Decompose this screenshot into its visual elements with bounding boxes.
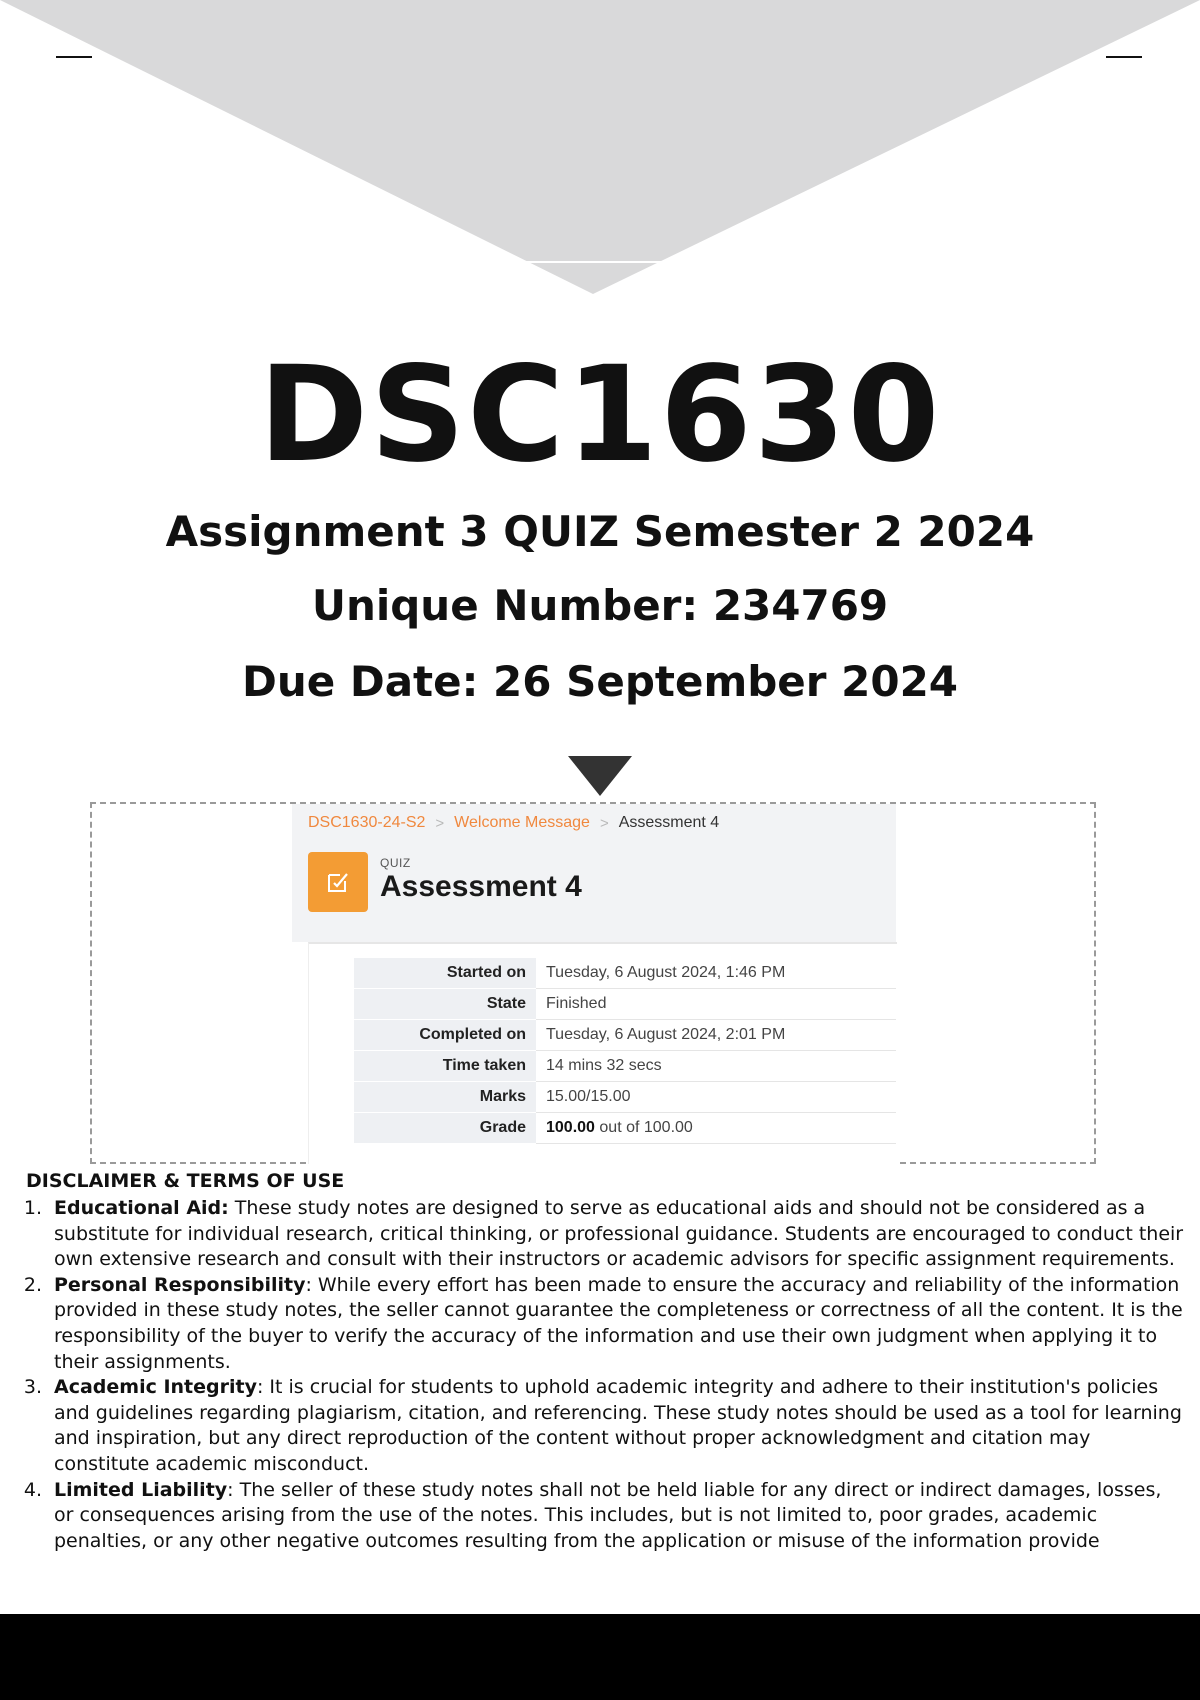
disclaimer-heading: DISCLAIMER & TERMS OF USE [26, 1170, 345, 1192]
item-title: Personal Responsibility [54, 1273, 306, 1296]
row-value: Tuesday, 6 August 2024, 1:46 PM [536, 958, 896, 989]
breadcrumb [308, 814, 719, 832]
attempt-summary-table [354, 958, 896, 1144]
list-item [16, 1196, 1186, 1273]
row-label: Marks [354, 1082, 536, 1113]
down-arrow-icon [568, 756, 632, 796]
row-label: Started on [354, 958, 536, 989]
table-row [354, 1082, 896, 1113]
module-type-label: QUIZ [380, 856, 411, 870]
row-value: Finished [536, 989, 896, 1020]
item-title: Academic Integrity [54, 1376, 257, 1399]
breadcrumb-section-link[interactable]: Welcome Message [454, 814, 590, 831]
item-number: 2. [23, 1273, 42, 1296]
quiz-title: Assessment 4 [380, 870, 582, 903]
row-value: 14 mins 32 secs [536, 1051, 896, 1082]
breadcrumb-course-link[interactable]: DSC1630-24-S2 [308, 814, 426, 831]
row-label: Grade [354, 1113, 536, 1144]
corner-rule-right [1106, 56, 1142, 58]
table-row [354, 958, 896, 989]
header-chevron-graphic [0, 0, 1200, 300]
row-value: Tuesday, 6 August 2024, 2:01 PM [536, 1020, 896, 1051]
item-title: Educational Aid: [54, 1197, 229, 1219]
course-code-title: DSC1630 [258, 338, 942, 492]
breadcrumb-current: Assessment 4 [618, 814, 720, 831]
quiz-result-screenshot [292, 804, 896, 1162]
item-number: 3. [23, 1376, 42, 1399]
breadcrumb-separator-icon: > [435, 814, 445, 832]
row-label: Completed on [354, 1020, 536, 1051]
table-row [354, 1020, 896, 1051]
quiz-header [292, 804, 896, 942]
disclaimer-list [16, 1196, 1186, 1554]
item-text: : It is crucial for students to uphold academic integrity and adhere to their institution's policies and guidelines regarding plagiarism, citation, and referencing. These study notes should be used as a tool for learning and inspiration, but any direct reproduction of the content without proper acknowledgment and citation may constitute academic misconduct. [54, 1376, 1182, 1475]
row-label: State [354, 989, 536, 1020]
item-text: These study notes are designed to serve as educational aids and should not be considered as a substitute for individual research, critical thinking, or professional guidance. Students are encouraged to conduct their own extensive research and consult with their instructors or academic advisors for specific assignment requirements. [54, 1197, 1184, 1271]
list-item [16, 1375, 1186, 1477]
footer-bar [0, 1614, 1200, 1700]
item-text: : While every effort has been made to ensure the accuracy and reliability of the information provided in these study notes, the seller cannot guarantee the completeness or correctness of all the content. It is the responsibility of the buyer to verify the accuracy of the information and use their own judgment when applying it to their assignments. [54, 1273, 1183, 1373]
item-title: Limited Liability [54, 1478, 228, 1501]
breadcrumb-separator-icon: > [599, 814, 609, 832]
item-number: 4. [23, 1478, 42, 1501]
table-row [354, 989, 896, 1020]
list-item [16, 1273, 1186, 1375]
corner-rule-left [56, 56, 92, 58]
item-text: : The seller of these study notes shall not be held liable for any direct or indirect damages, losses, or consequences arising from the use of the notes. This includes, but is not limited to, poor grades, academic penalties, or any other negative outcomes resulting from the application or misuse of the information provide [54, 1478, 1162, 1552]
item-number: 1. [23, 1197, 42, 1219]
grade-score: 100.00 [546, 1119, 595, 1136]
row-label: Time taken [354, 1051, 536, 1082]
table-row [354, 1113, 896, 1144]
row-value: 15.00/15.00 [536, 1082, 896, 1113]
grade-total: out of 100.00 [599, 1119, 693, 1136]
list-item [16, 1478, 1186, 1555]
table-row [354, 1051, 896, 1082]
quiz-edit-icon [308, 852, 368, 912]
assignment-subtitle: Assignment 3 QUIZ Semester 2 2024 [165, 507, 1035, 556]
unique-number: Unique Number: 234769 [311, 581, 889, 630]
grade-value [536, 1113, 896, 1144]
due-date: Due Date: 26 September 2024 [241, 657, 959, 706]
